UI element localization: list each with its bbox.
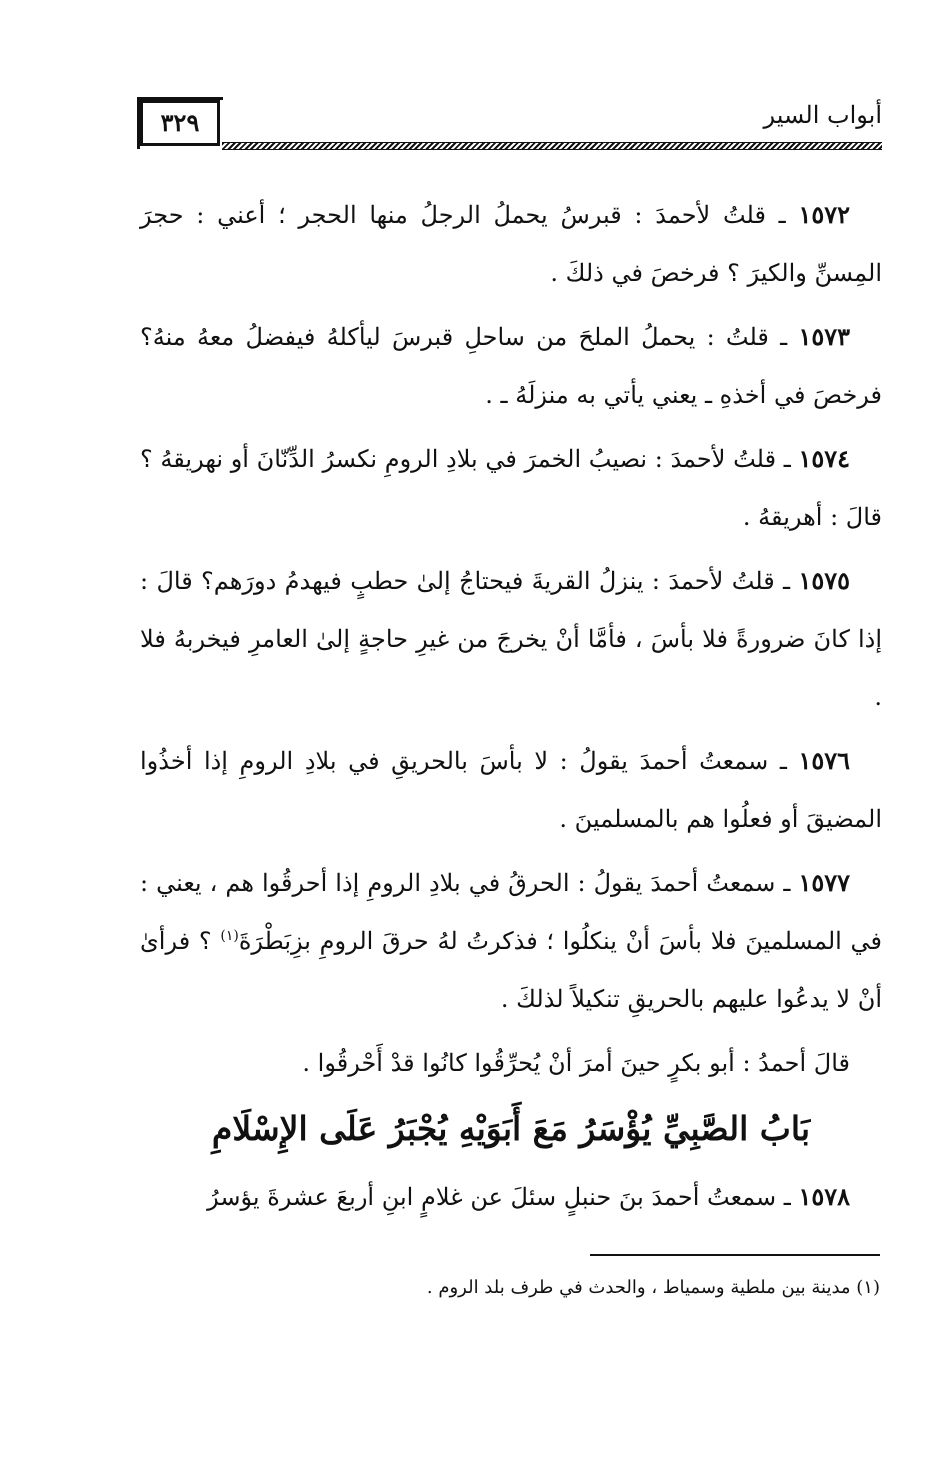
body-text [140, 186, 882, 1232]
footnote-rule [590, 1254, 880, 1256]
paragraph-number: ١٥٧٤ [798, 444, 850, 473]
paragraph-text: ـ سمعتُ أحمدَ يقولُ : لا بأسَ بالحريقِ في بلادِ الرومِ إذا أخذُوا المضيقَ أو فعلُوا هم بالمسلمينَ . [140, 747, 882, 833]
footnote-reference[interactable]: (١) [220, 928, 239, 944]
paragraph-1576 [140, 732, 882, 848]
page-number: ٣٢٩ [140, 100, 220, 146]
chapter-title: بَابُ الصَّبِيِّ يُؤْسَرُ مَعَ أَبَوَيْهِ يُجْبَرُ عَلَى الإِسْلَامِ [211, 1109, 811, 1148]
paragraph-text: ـ قلتُ لأحمدَ : ينزلُ القريةَ فيحتاجُ إلىٰ حطبٍ فيهدمُ دورَهم؟ قالَ : إذا كانَ ضرورةً فلا بأسَ ، فأمَّا أنْ يخرجَ من غيرِ حاجةٍ إلىٰ العامرِ فيخربهُ فلا . [140, 567, 882, 711]
paragraph-1572 [140, 186, 882, 302]
paragraph-text: ـ قلتُ لأحمدَ : نصيبُ الخمرَ في بلادِ الرومِ نكسرُ الدِّنّانَ أو نهريقهُ ؟ قالَ : أهريقهُ . [140, 445, 882, 531]
footnote: (١) مدينة بين ملطية وسمياط ، والحدث في طرف بلد الروم . [426, 1277, 880, 1298]
paragraph-1577 [140, 854, 882, 1028]
paragraph-number: ١٥٧٦ [798, 746, 851, 775]
paragraph-text: ـ قلتُ لأحمدَ : قبرسُ يحملُ الرجلُ منها الحجر ؛ أعني : حجرَ المِسنِّ والكيرَ ؟ فرخصَ في ذلكَ . [140, 201, 882, 287]
paragraph-text: ـ سمعتُ أحمدَ يقولُ : الحرقُ في بلادِ الرومِ إذا أحرقُوا هم ، يعني : في المسلمينَ فلا بأسَ أنْ ينكلُوا ؛ فذكرتُ لهُ حرقَ الرومِ بزِبَطْرَةَ [140, 869, 883, 955]
paragraph-text: ـ قلتُ : يحملُ الملحَ من ساحلِ قبرسَ ليأكلهُ فيفضلُ معهُ منهُ؟ فرخصَ في أخذهِ ـ يعني يأتي به منزلَهُ ـ . [140, 323, 882, 409]
paragraph-text-continued: ؟ فرأىٰ أنْ لا يدعُوا عليهم بالحريقِ تنكيلاً لذلكَ . [140, 927, 882, 1013]
paragraph-text: ـ سمعتُ أحمدَ بنَ حنبلٍ سئلَ عن غلامٍ ابنِ أربعَ عشرةَ يؤسرُ [207, 1183, 799, 1211]
paragraph-1573 [140, 308, 882, 424]
header-rule [222, 142, 882, 150]
paragraph-1574 [140, 430, 882, 546]
paragraph-number: ١٥٧٨ [798, 1182, 850, 1211]
paragraph-number: ١٥٧٣ [798, 322, 850, 351]
paragraph-ahmad-quote: قالَ أحمدُ : أبو بكرٍ حينَ أمرَ أنْ يُحرِّقُوا كانُوا قدْ أَحْرقُوا . [302, 1049, 850, 1077]
paragraph-1575 [140, 552, 882, 726]
paragraph-number: ١٥٧٢ [798, 200, 850, 229]
page-header [140, 88, 882, 160]
paragraph-1578 [140, 1168, 882, 1226]
paragraph-number: ١٥٧٧ [798, 868, 850, 897]
paragraph-number: ١٥٧٥ [798, 566, 850, 595]
running-title: أبواب السير [763, 101, 882, 129]
